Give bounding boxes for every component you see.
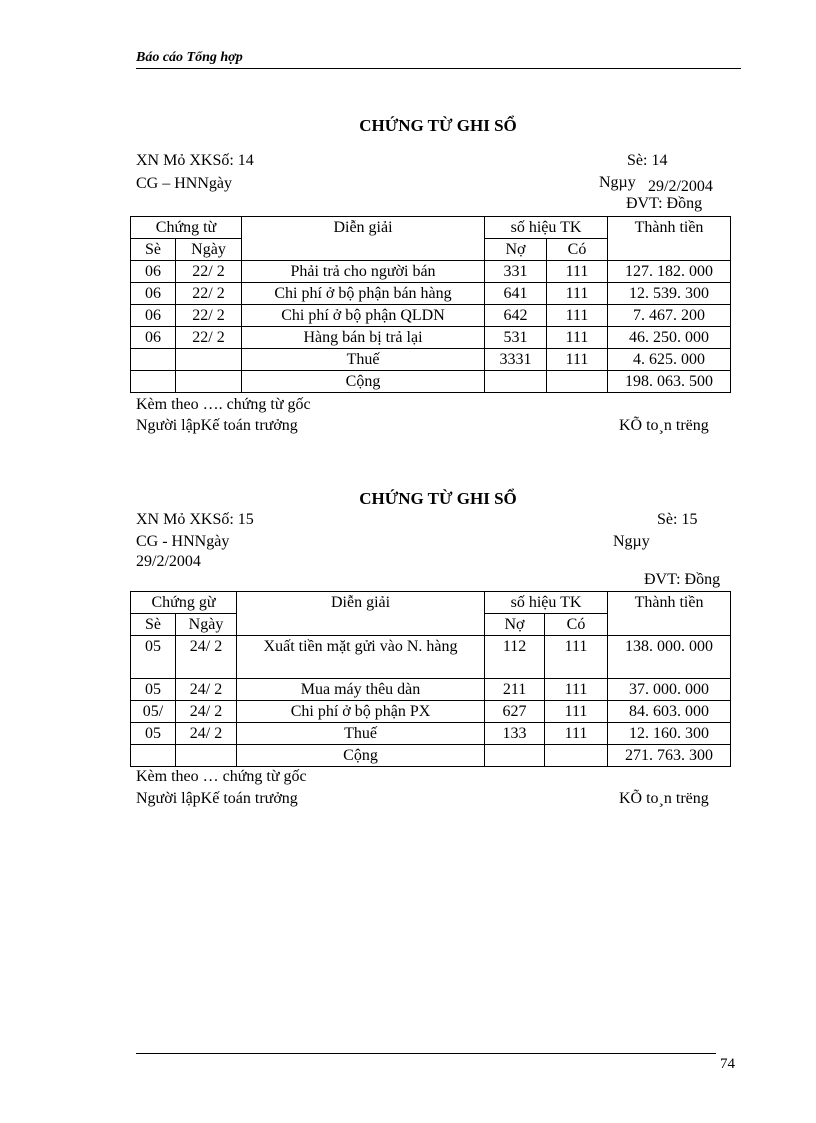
doc2-company-date-label: CG - HNNgày [136,533,230,550]
cell-number: 06 [131,305,176,327]
cell-credit: 111 [547,283,608,305]
doc1-chief-accountant: KÕ to¸n trëng [619,417,709,434]
col-date: Ngày [176,239,242,261]
cell-number: 06 [131,261,176,283]
cell-date: 22/ 2 [176,305,242,327]
cell-date: 24/ 2 [176,701,237,723]
cell-date: 22/ 2 [176,327,242,349]
cell-amount: 12. 539. 300 [608,283,731,305]
cell-number: 05 [131,679,176,701]
cell-empty [485,371,547,393]
table-row [131,305,731,327]
cell-debit: 211 [485,679,545,701]
doc1-voucher-no: Sè: 14 [627,152,668,169]
cell-empty [176,371,242,393]
cell-description: Thuế [242,349,485,371]
doc1-company-date-label: CG – HNNgày [136,175,232,192]
cell-empty [131,745,176,767]
table-row [131,327,731,349]
total-label: Cộng [237,745,485,767]
cell-date: 24/ 2 [176,679,237,701]
cell-credit: 111 [545,679,608,701]
cell-date: 22/ 2 [176,283,242,305]
cell-number: 06 [131,327,176,349]
cell-number: 05 [131,723,176,745]
table-row [131,636,731,679]
table-header-row [131,592,731,614]
cell-number: 05 [131,636,176,679]
col-account-group: số hiệu TK [485,592,608,614]
cell-date [176,349,242,371]
col-number: Sè [131,239,176,261]
table-row [131,349,731,371]
cell-amount: 46. 250. 000 [608,327,731,349]
cell-credit: 111 [545,701,608,723]
cell-debit: 3331 [485,349,547,371]
table-total-row [131,371,731,393]
col-description: Diễn giải [242,217,485,261]
total-amount: 271. 763. 300 [608,745,731,767]
cell-date: 24/ 2 [176,723,237,745]
doc1-signers: Người lậpKế toán trưởng [136,417,298,434]
cell-debit: 531 [485,327,547,349]
cell-empty [131,371,176,393]
col-account-group: số hiệu TK [485,217,608,239]
cell-empty [176,745,237,767]
cell-amount: 12. 160. 300 [608,723,731,745]
cell-debit: 133 [485,723,545,745]
cell-description: Phải trả cho người bán [242,261,485,283]
col-credit: Có [547,239,608,261]
table-row [131,679,731,701]
cell-amount: 7. 467. 200 [608,305,731,327]
col-debit: Nợ [485,614,545,636]
doc1-company-no: XN Mỏ XKSố: 14 [136,152,254,169]
table-header-row [131,217,731,239]
doc1-unit: ĐVT: Đồng [626,195,703,212]
col-description: Diễn giải [237,592,485,636]
table-row [131,283,731,305]
doc1-title: CHỨNG TỪ GHI SỔ [359,116,517,135]
col-amount: Thành tiền [608,217,731,261]
cell-description: Chi phí ở bộ phận bán hàng [242,283,485,305]
doc2-voucher-no: Sè: 15 [657,511,698,528]
doc2-ledger-table [130,591,731,767]
cell-amount: 37. 000. 000 [608,679,731,701]
footer-rule [136,1053,716,1054]
cell-amount: 84. 603. 000 [608,701,731,723]
col-amount: Thành tiền [608,592,731,636]
cell-description: Chi phí ở bộ phận QLDN [242,305,485,327]
doc2-signers: Người lậpKế toán trưởng [136,790,298,807]
cell-debit: 331 [485,261,547,283]
col-debit: Nợ [485,239,547,261]
total-amount: 198. 063. 500 [608,371,731,393]
doc2-date-label: Ngµy [613,533,650,550]
cell-amount: 4. 625. 000 [608,349,731,371]
doc2-company-no: XN Mỏ XKSố: 15 [136,511,254,528]
cell-date: 22/ 2 [176,261,242,283]
doc1-date-label: Ngµy [599,174,636,191]
table-row [131,701,731,723]
report-header: Báo cáo Tổng hợp [136,50,243,65]
cell-description: Thuế [237,723,485,745]
cell-number: 06 [131,283,176,305]
doc1-date-value: 29/2/2004 [648,178,713,195]
cell-description: Hàng bán bị trả lại [242,327,485,349]
table-row [131,261,731,283]
table-row [131,723,731,745]
cell-amount: 138. 000. 000 [608,636,731,679]
page-number: 74 [720,1056,735,1072]
col-credit: Có [545,614,608,636]
cell-credit: 111 [547,305,608,327]
cell-debit: 641 [485,283,547,305]
cell-debit: 627 [485,701,545,723]
cell-credit: 111 [547,327,608,349]
cell-number: 05/ [131,701,176,723]
cell-credit: 111 [545,723,608,745]
col-voucher-group: Chứng từ [131,217,242,239]
doc1-ledger-table [130,216,731,393]
cell-credit: 111 [547,349,608,371]
cell-description: Chi phí ở bộ phận PX [237,701,485,723]
col-number: Sè [131,614,176,636]
header-rule [136,68,741,69]
cell-credit: 111 [547,261,608,283]
cell-empty [545,745,608,767]
cell-amount: 127. 182. 000 [608,261,731,283]
cell-description: Xuất tiền mặt gửi vào N. hàng [237,636,485,679]
cell-debit: 642 [485,305,547,327]
doc1-attachments: Kèm theo …. chứng từ gốc [136,396,311,413]
col-voucher-group: Chứng gừ [131,592,237,614]
cell-credit: 111 [545,636,608,679]
doc2-title: CHỨNG TỪ GHI SỔ [359,489,517,508]
cell-empty [485,745,545,767]
doc2-chief-accountant: KÕ to¸n trëng [619,790,709,807]
cell-debit: 112 [485,636,545,679]
cell-empty [547,371,608,393]
col-date: Ngày [176,614,237,636]
cell-number [131,349,176,371]
doc2-unit: ĐVT: Đồng [644,571,721,588]
doc2-date-value: 29/2/2004 [136,553,201,570]
table-total-row [131,745,731,767]
cell-description: Mua máy thêu dàn [237,679,485,701]
total-label: Cộng [242,371,485,393]
doc2-attachments: Kèm theo … chứng từ gốc [136,768,307,785]
cell-date: 24/ 2 [176,636,237,679]
